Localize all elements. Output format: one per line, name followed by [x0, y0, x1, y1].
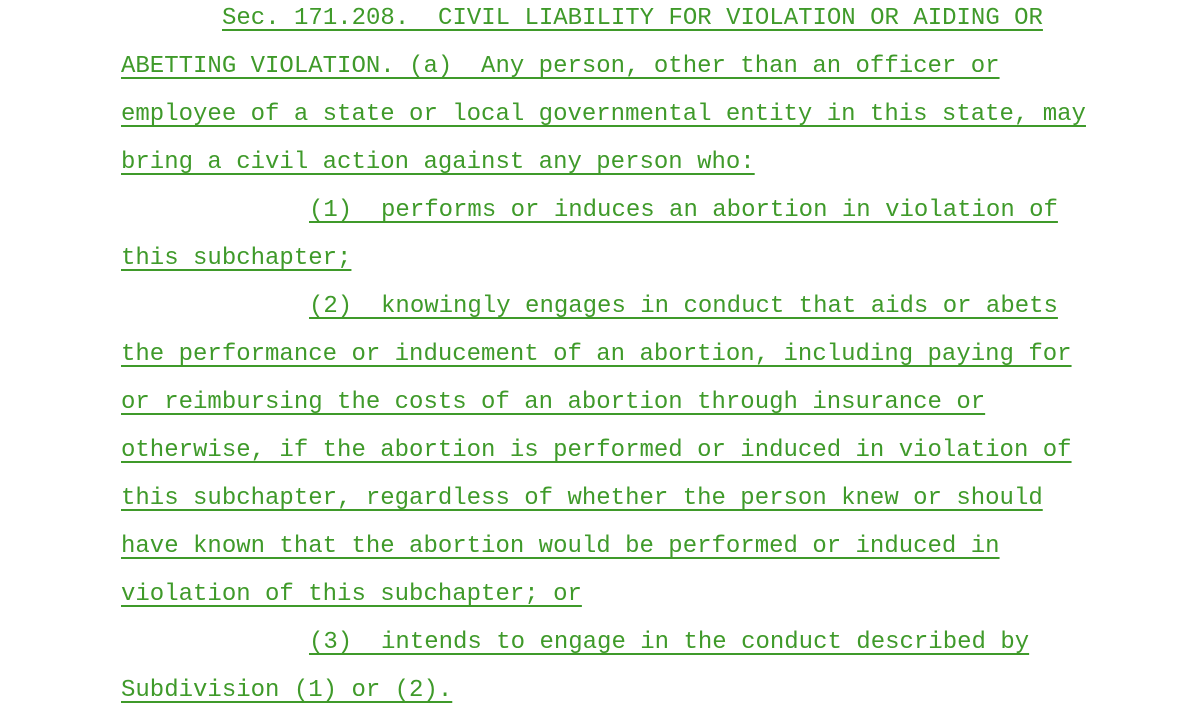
subdivision-1-line: (1) performs or induces an abortion in violation of: [309, 197, 1058, 224]
section-text-line: ABETTING VIOLATION. (a) Any person, other than an officer or: [121, 53, 1000, 80]
section-heading-line: Sec. 171.208. CIVIL LIABILITY FOR VIOLATION OR AIDING OR: [222, 5, 1043, 32]
section-text-line: employee of a state or local governmental entity in this state, may: [121, 101, 1086, 128]
section-text-line: otherwise, if the abortion is performed or induced in violation of: [121, 437, 1072, 464]
section-text-line: Subdivision (1) or (2).: [121, 677, 453, 704]
section-text-line: bring a civil action against any person who:: [121, 149, 755, 176]
subdivision-2-line: (2) knowingly engages in conduct that aids or abets: [309, 293, 1058, 320]
section-text-line: this subchapter, regardless of whether the person knew or should: [121, 485, 1043, 512]
section-text-line: violation of this subchapter; or: [121, 581, 582, 608]
section-text-line: have known that the abortion would be performed or induced in: [121, 533, 1000, 560]
section-text-line: this subchapter;: [121, 245, 352, 272]
subdivision-3-line: (3) intends to engage in the conduct described by: [309, 629, 1030, 656]
section-text-line: the performance or inducement of an abortion, including paying for: [121, 341, 1072, 368]
section-text-line: or reimbursing the costs of an abortion through insurance or: [121, 389, 986, 416]
